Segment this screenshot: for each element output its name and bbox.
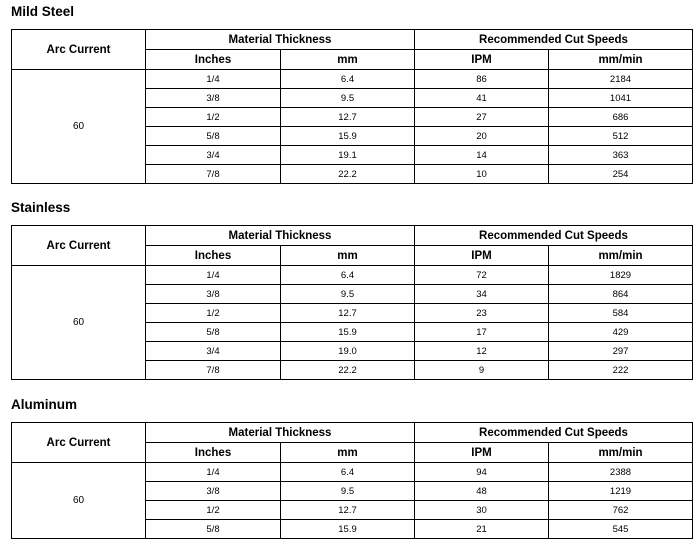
col-header-arc-current: Arc Current bbox=[12, 30, 146, 70]
cell-mm-min: 1219 bbox=[549, 482, 693, 501]
cell-mm: 12.7 bbox=[281, 108, 415, 127]
col-header-mm: mm bbox=[281, 246, 415, 266]
cell-inches: 1/4 bbox=[146, 70, 281, 89]
cell-inches: 1/4 bbox=[146, 266, 281, 285]
cell-inches: 5/8 bbox=[146, 520, 281, 539]
cell-mm-min: 545 bbox=[549, 520, 693, 539]
cell-ipm: 27 bbox=[415, 108, 549, 127]
group-header-recommended-cut-speeds: Recommended Cut Speeds bbox=[415, 226, 693, 246]
cut-speed-table-stainless bbox=[11, 225, 693, 380]
cell-inches: 3/8 bbox=[146, 482, 281, 501]
section-title-mild-steel: Mild Steel bbox=[11, 4, 75, 19]
col-header-inches: Inches bbox=[146, 443, 281, 463]
cell-inches: 3/4 bbox=[146, 342, 281, 361]
cell-ipm: 30 bbox=[415, 501, 549, 520]
group-header-recommended-cut-speeds: Recommended Cut Speeds bbox=[415, 30, 693, 50]
cut-speed-table-aluminum bbox=[11, 422, 693, 539]
cell-mm-min: 762 bbox=[549, 501, 693, 520]
cell-ipm: 14 bbox=[415, 146, 549, 165]
cell-ipm: 21 bbox=[415, 520, 549, 539]
col-header-arc-current: Arc Current bbox=[12, 423, 146, 463]
cell-inches: 7/8 bbox=[146, 361, 281, 380]
cell-mm: 6.4 bbox=[281, 463, 415, 482]
cell-mm: 6.4 bbox=[281, 70, 415, 89]
cell-ipm: 23 bbox=[415, 304, 549, 323]
cell-mm-min: 297 bbox=[549, 342, 693, 361]
cell-inches: 1/2 bbox=[146, 108, 281, 127]
col-header-mm-min: mm/min bbox=[549, 50, 693, 70]
cell-mm-min: 222 bbox=[549, 361, 693, 380]
cell-ipm: 20 bbox=[415, 127, 549, 146]
cell-mm: 22.2 bbox=[281, 361, 415, 380]
group-header-material-thickness: Material Thickness bbox=[146, 30, 415, 50]
table-row bbox=[12, 266, 693, 285]
cell-ipm: 94 bbox=[415, 463, 549, 482]
cell-ipm: 86 bbox=[415, 70, 549, 89]
cell-mm-min: 363 bbox=[549, 146, 693, 165]
cell-mm-min: 686 bbox=[549, 108, 693, 127]
cell-inches: 1/2 bbox=[146, 501, 281, 520]
header-row-group bbox=[12, 423, 693, 443]
group-header-recommended-cut-speeds: Recommended Cut Speeds bbox=[415, 423, 693, 443]
cell-mm: 9.5 bbox=[281, 285, 415, 304]
cell-mm-min: 429 bbox=[549, 323, 693, 342]
cell-mm: 15.9 bbox=[281, 323, 415, 342]
cell-ipm: 17 bbox=[415, 323, 549, 342]
arc-current-value: 60 bbox=[12, 266, 146, 380]
cell-ipm: 12 bbox=[415, 342, 549, 361]
cut-speed-table-mild-steel bbox=[11, 29, 693, 184]
cell-mm: 9.5 bbox=[281, 89, 415, 108]
cell-mm: 9.5 bbox=[281, 482, 415, 501]
cell-inches: 5/8 bbox=[146, 127, 281, 146]
col-header-mm: mm bbox=[281, 50, 415, 70]
group-header-material-thickness: Material Thickness bbox=[146, 423, 415, 443]
section-title-stainless: Stainless bbox=[11, 200, 71, 215]
cell-mm: 12.7 bbox=[281, 304, 415, 323]
header-row-group bbox=[12, 30, 693, 50]
col-header-ipm: IPM bbox=[415, 443, 549, 463]
cell-ipm: 48 bbox=[415, 482, 549, 501]
cell-mm: 19.0 bbox=[281, 342, 415, 361]
cell-inches: 1/4 bbox=[146, 463, 281, 482]
cell-ipm: 72 bbox=[415, 266, 549, 285]
table-row bbox=[12, 70, 693, 89]
cell-mm: 15.9 bbox=[281, 127, 415, 146]
cell-ipm: 34 bbox=[415, 285, 549, 304]
cell-inches: 3/8 bbox=[146, 285, 281, 304]
section-title-aluminum: Aluminum bbox=[11, 397, 77, 412]
arc-current-value: 60 bbox=[12, 463, 146, 539]
cell-mm-min: 584 bbox=[549, 304, 693, 323]
col-header-inches: Inches bbox=[146, 246, 281, 266]
cell-mm-min: 1041 bbox=[549, 89, 693, 108]
cell-mm-min: 512 bbox=[549, 127, 693, 146]
cell-mm: 19.1 bbox=[281, 146, 415, 165]
col-header-mm-min: mm/min bbox=[549, 246, 693, 266]
cell-inches: 7/8 bbox=[146, 165, 281, 184]
group-header-material-thickness: Material Thickness bbox=[146, 226, 415, 246]
cell-mm: 6.4 bbox=[281, 266, 415, 285]
col-header-inches: Inches bbox=[146, 50, 281, 70]
cell-ipm: 41 bbox=[415, 89, 549, 108]
col-header-mm-min: mm/min bbox=[549, 443, 693, 463]
cell-mm-min: 2388 bbox=[549, 463, 693, 482]
cell-mm-min: 1829 bbox=[549, 266, 693, 285]
cell-inches: 3/4 bbox=[146, 146, 281, 165]
cell-mm-min: 254 bbox=[549, 165, 693, 184]
cell-mm: 15.9 bbox=[281, 520, 415, 539]
cell-ipm: 10 bbox=[415, 165, 549, 184]
cell-inches: 3/8 bbox=[146, 89, 281, 108]
cell-mm-min: 2184 bbox=[549, 70, 693, 89]
cell-mm: 12.7 bbox=[281, 501, 415, 520]
table-row bbox=[12, 463, 693, 482]
cell-mm: 22.2 bbox=[281, 165, 415, 184]
col-header-mm: mm bbox=[281, 443, 415, 463]
header-row-group bbox=[12, 226, 693, 246]
cell-inches: 1/2 bbox=[146, 304, 281, 323]
col-header-ipm: IPM bbox=[415, 246, 549, 266]
cell-ipm: 9 bbox=[415, 361, 549, 380]
cell-inches: 5/8 bbox=[146, 323, 281, 342]
col-header-ipm: IPM bbox=[415, 50, 549, 70]
col-header-arc-current: Arc Current bbox=[12, 226, 146, 266]
arc-current-value: 60 bbox=[12, 70, 146, 184]
cell-mm-min: 864 bbox=[549, 285, 693, 304]
